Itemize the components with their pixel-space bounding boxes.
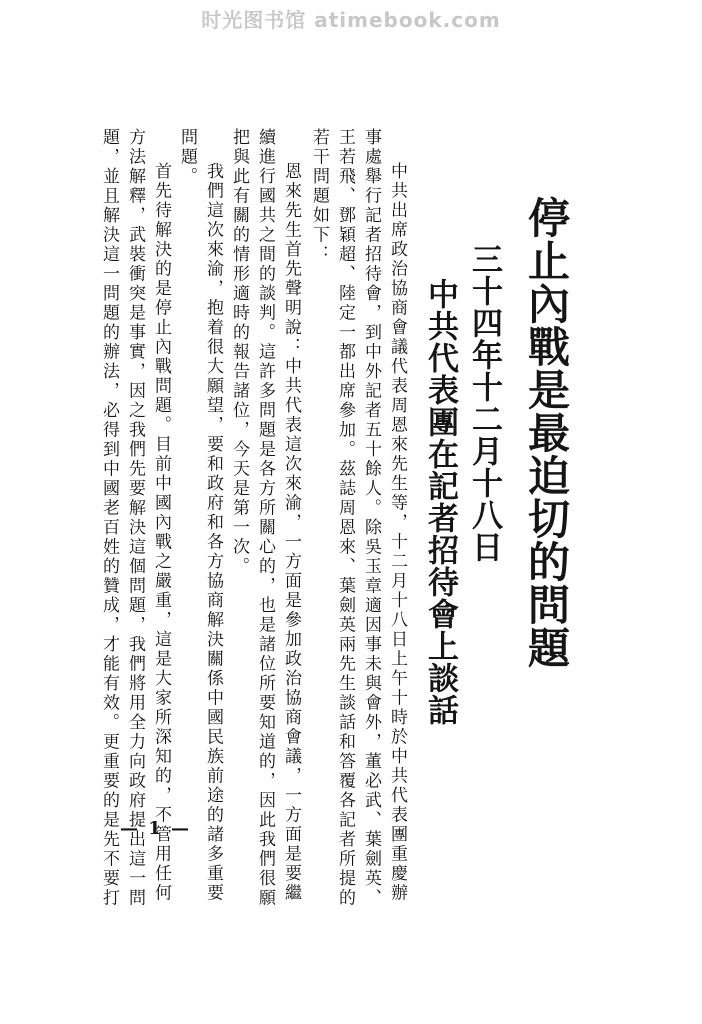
body-paragraph-line: 續進行國共之間的談判。這許多問題是各方所關心的，也是諸位所要知道的，因此我們很願 [255,128,275,908]
body-paragraph-line: 題，並且解決這一問題的辦法，必得到中國老百姓的贊成，才能有效。更重要的是先不要打 [99,128,119,908]
body-paragraph-line: 問題。 [177,128,197,187]
body-paragraph-line: 把與此有關的情形適時的報告諸位，今天是第一次。 [229,128,249,577]
watermark-text: 时光图书馆 atimebook.com [201,8,501,32]
subtitle: 中共代表團在記者招待會上談話 [422,278,458,726]
body-paragraph-line: 事處舉行記者招待會，到中外記者五十餘人。除吳玉章適因事未與會外，董必武、葉劍英、 [361,128,381,908]
body-paragraph-line: 首先待解決的是停止內戰問題。目前中國內戰之嚴重，這是大家所深知的，不管用任何 [151,162,171,903]
body-paragraph-line: 我們這次來渝，抱着很大願望，要和政府和各方協商解決關係中國民族前途的諸多重要 [203,162,223,903]
page-number: — 1 — [120,818,192,839]
page-title: 停止內戰是最迫切的問題 [522,196,571,669]
body-paragraph-line: 王若飛、鄧穎超、陸定一都出席參加。茲誌周恩來、葉劍英兩先生談話和答覆各記者所提的 [335,128,355,908]
date-line: 三十四年十二月十八日 [466,243,502,563]
body-paragraph-line: 若干問題如下： [309,128,329,265]
body-paragraph-line: 方法解釋，武裝衝突是事實，因之我們先要解決這個問題，我們將用全力向政府提出這一問 [125,128,145,908]
body-paragraph-line: 中共出席政治協商會議代表周恩來先生等，十二月十八日上午十時於中共代表團重慶辦 [387,162,407,903]
body-paragraph-line: 恩來先生首先聲明說：中共代表這次來渝，一方面是參加政治協商會議，一方面是要繼 [281,162,301,903]
